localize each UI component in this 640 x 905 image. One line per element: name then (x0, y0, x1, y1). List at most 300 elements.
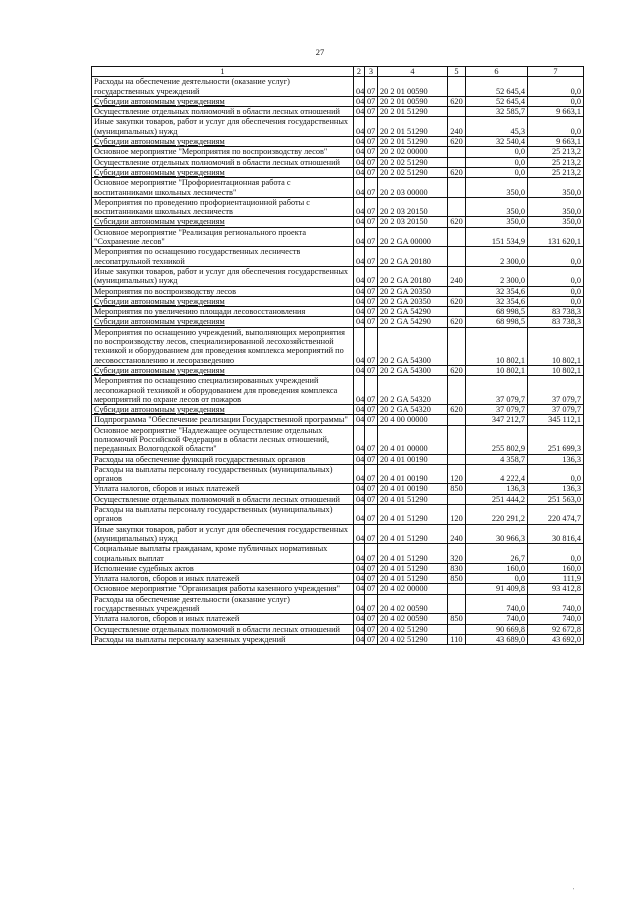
row-amount-year1: 32 585,7 (466, 107, 528, 117)
table-row (92, 167, 584, 177)
row-subsection: 07 (365, 266, 378, 286)
row-name: Уплата налогов, сборов и иных платежей (92, 574, 354, 584)
row-amount-year1: 0,0 (466, 157, 528, 167)
row-target-code: 20 2 GA 54290 (378, 307, 448, 317)
row-section: 04 (354, 415, 365, 425)
row-target-code: 20 2 03 20150 (378, 197, 448, 217)
row-target-code: 20 2 01 00590 (378, 77, 448, 97)
row-name: Основное мероприятие "Организация работы казенного учреждения" (92, 584, 354, 594)
row-target-code: 20 2 03 20150 (378, 217, 448, 227)
row-name: Расходы на выплаты персоналу казенных учреждений (92, 634, 354, 644)
row-section: 04 (354, 425, 365, 454)
row-subsection: 07 (365, 454, 378, 464)
row-section: 04 (354, 286, 365, 296)
row-target-code: 20 4 01 00190 (378, 484, 448, 494)
table-row (92, 147, 584, 157)
row-section: 04 (354, 524, 365, 544)
row-subsection: 07 (365, 584, 378, 594)
row-section: 04 (354, 544, 365, 564)
row-expense-type: 620 (448, 217, 466, 227)
row-target-code: 20 4 00 00000 (378, 415, 448, 425)
row-name: Расходы на выплаты персоналу государственных (муниципальных) органов (92, 505, 354, 525)
row-amount-year2: 350,0 (528, 178, 584, 198)
row-section: 04 (354, 178, 365, 198)
row-name: Расходы на обеспечение деятельности (оказание услуг) государственных учреждений (92, 594, 354, 614)
row-amount-year2: 740,0 (528, 594, 584, 614)
row-subsection: 07 (365, 77, 378, 97)
row-expense-type: 620 (448, 317, 466, 327)
row-expense-type (448, 178, 466, 198)
table-row (92, 594, 584, 614)
row-subsection: 07 (365, 624, 378, 634)
row-section: 04 (354, 307, 365, 317)
row-section: 04 (354, 327, 365, 365)
row-name: Основное мероприятие "Реализация регионального проекта "Сохранение лесов" (92, 227, 354, 247)
row-target-code: 20 2 02 51290 (378, 167, 448, 177)
table-row (92, 574, 584, 584)
row-name: Расходы на обеспечение функций государственных органов (92, 454, 354, 464)
table-row (92, 77, 584, 97)
row-expense-type (448, 77, 466, 97)
row-section: 04 (354, 227, 365, 247)
row-amount-year1: 30 966,3 (466, 524, 528, 544)
row-amount-year1: 10 802,1 (466, 365, 528, 375)
row-amount-year1: 350,0 (466, 197, 528, 217)
row-subsection: 07 (365, 137, 378, 147)
row-expense-type (448, 147, 466, 157)
row-amount-year2: 93 412,8 (528, 584, 584, 594)
row-amount-year2: 92 672,8 (528, 624, 584, 634)
row-amount-year2: 10 802,1 (528, 365, 584, 375)
row-expense-type (448, 454, 466, 464)
row-amount-year1: 45,3 (466, 117, 528, 137)
row-name: Мероприятия по увеличению площади лесовосстановления (92, 307, 354, 317)
row-target-code: 20 4 01 51290 (378, 494, 448, 504)
row-section: 04 (354, 77, 365, 97)
row-name: Иные закупки товаров, работ и услуг для обеспечения государственных (муниципальных) нужд (92, 117, 354, 137)
row-name: Мероприятия по воспроизводству лесов (92, 286, 354, 296)
table-row (92, 327, 584, 365)
row-target-code: 20 2 GA 54300 (378, 365, 448, 375)
row-name: Осуществление отдельных полномочий в области лесных отношений (92, 494, 354, 504)
table-row (92, 96, 584, 106)
row-target-code: 20 2 GA 00000 (378, 227, 448, 247)
row-section: 04 (354, 296, 365, 306)
row-expense-type (448, 197, 466, 217)
row-target-code: 20 4 01 00190 (378, 464, 448, 484)
row-target-code: 20 2 GA 20180 (378, 266, 448, 286)
row-target-code: 20 4 01 51290 (378, 505, 448, 525)
row-expense-type: 110 (448, 634, 466, 644)
header-col-2: 2 (354, 67, 365, 77)
row-amount-year2: 30 816,4 (528, 524, 584, 544)
row-section: 04 (354, 376, 365, 405)
row-expense-type: 850 (448, 484, 466, 494)
row-expense-type: 320 (448, 544, 466, 564)
row-amount-year2: 25 213,2 (528, 157, 584, 167)
row-amount-year2: 251 563,0 (528, 494, 584, 504)
header-col-6: 6 (466, 67, 528, 77)
table-row (92, 376, 584, 405)
row-amount-year2: 345 112,1 (528, 415, 584, 425)
row-subsection: 07 (365, 96, 378, 106)
row-name: Субсидии автономным учреждениям (92, 96, 354, 106)
row-amount-year1: 740,0 (466, 594, 528, 614)
row-section: 04 (354, 624, 365, 634)
row-name: Расходы на обеспечение деятельности (оказание услуг) государственных учреждений (92, 77, 354, 97)
row-name: Расходы на выплаты персоналу государственных (муниципальных) органов (92, 464, 354, 484)
row-amount-year2: 0,0 (528, 77, 584, 97)
table-row (92, 634, 584, 644)
row-target-code: 20 2 GA 20350 (378, 296, 448, 306)
row-expense-type (448, 247, 466, 267)
table-row (92, 365, 584, 375)
row-subsection: 07 (365, 415, 378, 425)
row-expense-type (448, 227, 466, 247)
row-amount-year2: 9 663,1 (528, 107, 584, 117)
row-amount-year2: 350,0 (528, 217, 584, 227)
row-section: 04 (354, 96, 365, 106)
row-target-code: 20 4 02 51290 (378, 634, 448, 644)
row-amount-year2: 220 474,7 (528, 505, 584, 525)
row-target-code: 20 2 GA 20180 (378, 247, 448, 267)
row-amount-year1: 350,0 (466, 217, 528, 227)
table-row (92, 296, 584, 306)
row-expense-type: 120 (448, 464, 466, 484)
table-row (92, 624, 584, 634)
row-amount-year2: 0,0 (528, 117, 584, 137)
row-expense-type: 850 (448, 614, 466, 624)
row-amount-year2: 0,0 (528, 296, 584, 306)
row-name: Субсидии автономным учреждениям (92, 296, 354, 306)
row-amount-year1: 255 802,9 (466, 425, 528, 454)
row-expense-type (448, 425, 466, 454)
row-expense-type (448, 107, 466, 117)
row-name: Субсидии автономным учреждениям (92, 137, 354, 147)
row-subsection: 07 (365, 365, 378, 375)
table-row (92, 505, 584, 525)
row-amount-year2: 9 663,1 (528, 137, 584, 147)
table-row (92, 464, 584, 484)
row-amount-year2: 136,3 (528, 484, 584, 494)
row-amount-year2: 0,0 (528, 266, 584, 286)
row-section: 04 (354, 107, 365, 117)
row-amount-year1: 32 354,6 (466, 296, 528, 306)
row-section: 04 (354, 167, 365, 177)
table-row (92, 107, 584, 117)
row-subsection: 07 (365, 524, 378, 544)
row-amount-year1: 90 669,8 (466, 624, 528, 634)
table-row (92, 137, 584, 147)
table-row (92, 157, 584, 167)
row-section: 04 (354, 594, 365, 614)
row-target-code: 20 4 02 00590 (378, 594, 448, 614)
row-expense-type (448, 307, 466, 317)
row-section: 04 (354, 317, 365, 327)
row-target-code: 20 4 01 51290 (378, 574, 448, 584)
row-name: Осуществление отдельных полномочий в области лесных отношений (92, 107, 354, 117)
row-name: Субсидии автономным учреждениям (92, 167, 354, 177)
page-edge-mark: ' (573, 888, 575, 894)
row-subsection: 07 (365, 247, 378, 267)
row-target-code: 20 2 GA 54320 (378, 405, 448, 415)
row-target-code: 20 4 01 51290 (378, 524, 448, 544)
row-expense-type (448, 494, 466, 504)
row-subsection: 07 (365, 425, 378, 454)
table-header-row (92, 67, 584, 77)
row-expense-type (448, 376, 466, 405)
row-section: 04 (354, 266, 365, 286)
row-subsection: 07 (365, 494, 378, 504)
row-amount-year2: 83 738,3 (528, 307, 584, 317)
row-amount-year2: 131 620,1 (528, 227, 584, 247)
header-col-7: 7 (528, 67, 584, 77)
row-amount-year2: 0,0 (528, 544, 584, 564)
row-target-code: 20 2 GA 20350 (378, 286, 448, 296)
header-col-3: 3 (365, 67, 378, 77)
row-amount-year1: 350,0 (466, 178, 528, 198)
row-amount-year1: 52 645,4 (466, 77, 528, 97)
row-section: 04 (354, 484, 365, 494)
row-amount-year2: 0,0 (528, 96, 584, 106)
table-row (92, 286, 584, 296)
row-target-code: 20 4 02 00590 (378, 614, 448, 624)
row-section: 04 (354, 563, 365, 573)
table-row (92, 524, 584, 544)
row-amount-year1: 0,0 (466, 167, 528, 177)
row-expense-type (448, 327, 466, 365)
row-section: 04 (354, 247, 365, 267)
row-subsection: 07 (365, 376, 378, 405)
row-amount-year1: 10 802,1 (466, 327, 528, 365)
row-amount-year1: 220 291,2 (466, 505, 528, 525)
table-row (92, 317, 584, 327)
row-expense-type: 620 (448, 296, 466, 306)
table-row (92, 584, 584, 594)
table-row (92, 266, 584, 286)
row-name: Подпрограмма "Обеспечение реализации Государственной программы" (92, 415, 354, 425)
row-amount-year2: 0,0 (528, 464, 584, 484)
row-amount-year2: 0,0 (528, 286, 584, 296)
row-name: Основное мероприятие "Надлежащее осуществление отдельных полномочий Российской Федерации в области лесных отношений, переданных Вологодской области" (92, 425, 354, 454)
row-amount-year1: 0,0 (466, 574, 528, 584)
row-amount-year1: 251 444,2 (466, 494, 528, 504)
row-expense-type: 620 (448, 365, 466, 375)
row-name: Иные закупки товаров, работ и услуг для обеспечения государственных (муниципальных) нужд (92, 524, 354, 544)
row-section: 04 (354, 147, 365, 157)
row-amount-year2: 136,3 (528, 454, 584, 464)
row-amount-year1: 160,0 (466, 563, 528, 573)
row-target-code: 20 4 01 00000 (378, 425, 448, 454)
row-expense-type (448, 286, 466, 296)
row-target-code: 20 2 01 00590 (378, 96, 448, 106)
row-amount-year2: 160,0 (528, 563, 584, 573)
row-section: 04 (354, 584, 365, 594)
row-amount-year2: 251 699,3 (528, 425, 584, 454)
row-subsection: 07 (365, 317, 378, 327)
table-row (92, 454, 584, 464)
table-row (92, 307, 584, 317)
header-col-5: 5 (448, 67, 466, 77)
row-expense-type: 620 (448, 167, 466, 177)
table-row (92, 405, 584, 415)
row-expense-type: 620 (448, 96, 466, 106)
table-row (92, 494, 584, 504)
row-subsection: 07 (365, 296, 378, 306)
row-subsection: 07 (365, 117, 378, 137)
row-subsection: 07 (365, 634, 378, 644)
row-section: 04 (354, 634, 365, 644)
row-target-code: 20 2 GA 54290 (378, 317, 448, 327)
page-number: 27 (315, 47, 325, 57)
row-amount-year1: 37 079,7 (466, 376, 528, 405)
row-expense-type (448, 624, 466, 634)
row-expense-type (448, 584, 466, 594)
row-amount-year2: 111,9 (528, 574, 584, 584)
row-subsection: 07 (365, 178, 378, 198)
row-subsection: 07 (365, 327, 378, 365)
row-section: 04 (354, 137, 365, 147)
row-amount-year1: 740,0 (466, 614, 528, 624)
row-target-code: 20 2 GA 54300 (378, 327, 448, 365)
row-amount-year2: 740,0 (528, 614, 584, 624)
row-section: 04 (354, 494, 365, 504)
row-amount-year2: 25 213,2 (528, 167, 584, 177)
row-section: 04 (354, 217, 365, 227)
row-subsection: 07 (365, 544, 378, 564)
row-subsection: 07 (365, 227, 378, 247)
row-section: 04 (354, 365, 365, 375)
row-target-code: 20 2 03 00000 (378, 178, 448, 198)
row-name: Мероприятия по оснащению учреждений, выполняющих мероприятия по воспроизводству лесов, специализированной лесохозяйственной техникой и оборудованием для проведения комплекса мероприятий по лесовосстановлению и лесоразведению (92, 327, 354, 365)
row-name: Иные закупки товаров, работ и услуг для обеспечения государственных (муниципальных) нужд (92, 266, 354, 286)
row-amount-year2: 43 692,0 (528, 634, 584, 644)
row-section: 04 (354, 454, 365, 464)
row-amount-year1: 347 212,7 (466, 415, 528, 425)
row-subsection: 07 (365, 405, 378, 415)
row-subsection: 07 (365, 197, 378, 217)
header-col-1: 1 (92, 67, 354, 77)
budget-table (91, 66, 584, 645)
table-row (92, 178, 584, 198)
row-name: Осуществление отдельных полномочий в области лесных отношений (92, 624, 354, 634)
row-expense-type: 240 (448, 117, 466, 137)
table-row (92, 247, 584, 267)
row-name: Основное мероприятие "Профориентационная работа с воспитанниками школьных лесничеств" (92, 178, 354, 198)
row-amount-year1: 91 409,8 (466, 584, 528, 594)
row-subsection: 07 (365, 464, 378, 484)
row-name: Социальные выплаты гражданам, кроме публичных нормативных социальных выплат (92, 544, 354, 564)
table-row (92, 415, 584, 425)
row-name: Осуществление отдельных полномочий в области лесных отношений (92, 157, 354, 167)
row-name: Мероприятия по оснащению специализированных учреждений лесопожарной техникой и оборудованием для проведения комплекса мероприятий по охране лесов от пожаров (92, 376, 354, 405)
row-amount-year2: 350,0 (528, 197, 584, 217)
row-target-code: 20 2 01 51290 (378, 117, 448, 137)
row-amount-year1: 2 300,0 (466, 266, 528, 286)
header-col-4: 4 (378, 67, 448, 77)
row-section: 04 (354, 117, 365, 137)
row-expense-type (448, 157, 466, 167)
row-subsection: 07 (365, 157, 378, 167)
table-row (92, 563, 584, 573)
row-target-code: 20 2 GA 54320 (378, 376, 448, 405)
row-amount-year1: 4 222,4 (466, 464, 528, 484)
row-amount-year1: 0,0 (466, 147, 528, 157)
table-row (92, 544, 584, 564)
row-expense-type: 620 (448, 137, 466, 147)
row-name: Мероприятия по оснащению государственных лесничеств лесопатрульной техникой (92, 247, 354, 267)
table-row (92, 117, 584, 137)
row-amount-year1: 37 079,7 (466, 405, 528, 415)
row-section: 04 (354, 614, 365, 624)
row-subsection: 07 (365, 107, 378, 117)
row-amount-year1: 52 645,4 (466, 96, 528, 106)
row-target-code: 20 4 01 51290 (378, 544, 448, 564)
row-section: 04 (354, 197, 365, 217)
row-expense-type (448, 594, 466, 614)
table-row (92, 425, 584, 454)
row-name: Субсидии автономным учреждениям (92, 217, 354, 227)
row-subsection: 07 (365, 563, 378, 573)
row-subsection: 07 (365, 505, 378, 525)
row-expense-type: 620 (448, 405, 466, 415)
row-target-code: 20 2 01 51290 (378, 137, 448, 147)
row-amount-year1: 2 300,0 (466, 247, 528, 267)
row-name: Субсидии автономным учреждениям (92, 317, 354, 327)
row-target-code: 20 2 02 51290 (378, 157, 448, 167)
row-target-code: 20 2 02 00000 (378, 147, 448, 157)
row-amount-year2: 37 079,7 (528, 376, 584, 405)
row-amount-year2: 83 738,3 (528, 317, 584, 327)
row-expense-type: 120 (448, 505, 466, 525)
row-amount-year1: 32 540,4 (466, 137, 528, 147)
row-subsection: 07 (365, 286, 378, 296)
row-subsection: 07 (365, 574, 378, 584)
row-section: 04 (354, 464, 365, 484)
row-subsection: 07 (365, 484, 378, 494)
row-target-code: 20 4 01 51290 (378, 563, 448, 573)
row-name: Уплата налогов, сборов и иных платежей (92, 484, 354, 494)
table-row (92, 484, 584, 494)
row-subsection: 07 (365, 614, 378, 624)
row-section: 04 (354, 574, 365, 584)
row-expense-type (448, 415, 466, 425)
row-amount-year2: 10 802,1 (528, 327, 584, 365)
row-amount-year1: 32 354,6 (466, 286, 528, 296)
row-name: Исполнение судебных актов (92, 563, 354, 573)
row-subsection: 07 (365, 594, 378, 614)
row-amount-year1: 68 998,5 (466, 307, 528, 317)
row-amount-year1: 136,3 (466, 484, 528, 494)
row-target-code: 20 4 01 00190 (378, 454, 448, 464)
table-row (92, 614, 584, 624)
row-amount-year1: 43 689,0 (466, 634, 528, 644)
row-amount-year2: 25 213,2 (528, 147, 584, 157)
row-expense-type: 240 (448, 524, 466, 544)
row-expense-type: 240 (448, 266, 466, 286)
row-subsection: 07 (365, 167, 378, 177)
row-amount-year1: 4 358,7 (466, 454, 528, 464)
row-name: Уплата налогов, сборов и иных платежей (92, 614, 354, 624)
row-amount-year1: 68 998,5 (466, 317, 528, 327)
row-section: 04 (354, 157, 365, 167)
row-target-code: 20 4 02 51290 (378, 624, 448, 634)
row-subsection: 07 (365, 147, 378, 157)
row-amount-year2: 0,0 (528, 247, 584, 267)
row-name: Основное мероприятие "Мероприятия по воспроизводству лесов" (92, 147, 354, 157)
row-subsection: 07 (365, 217, 378, 227)
row-amount-year2: 37 079,7 (528, 405, 584, 415)
